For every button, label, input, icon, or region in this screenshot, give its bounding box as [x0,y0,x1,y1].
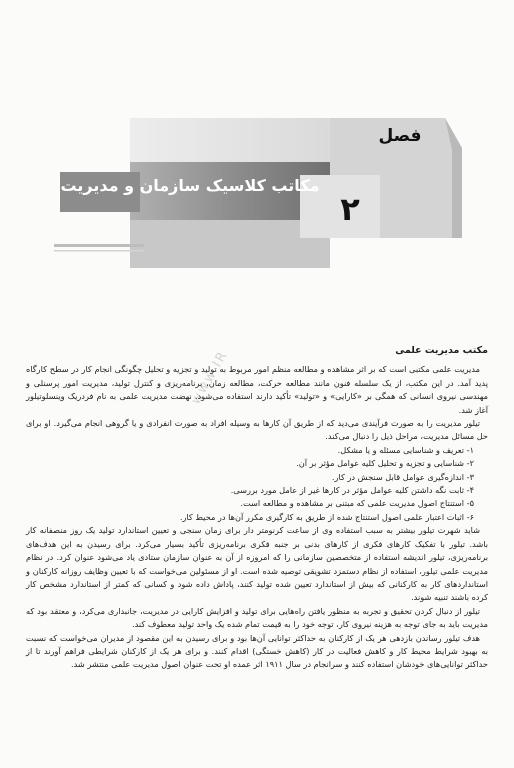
steps-list [26,444,488,524]
section-heading: مکتب مدیریت علمی [395,345,488,356]
paragraph: هدف تیلور رساندن بازدهی هر یک از کارکنان به حداکثر توانایی آن‌ها بود و برای رسیدن به این مقصود از مدیران می‌خواست که نسبت به بهبود شرایط محیط کار و کاهش فعالیت در کار (کاهش خستگی) اقدام کنند. و برای هر یک از کارکنان شرایطی فراهم آورند تا از حداکثر توانایی‌های خودشان استفاده کنند و سرانجام در سال ۱۹۱۱ اثر عمده او تحت عنوان اصول مدیریت علمی منتشر شد. [26,632,488,670]
paragraph: تیلور از دنبال کردن تحقیق و تجربه به منظور یافتن راه‌هایی برای تولید و افزایش کارایی در مدیریت، جانبداری می‌کرد، و معتقد بود که مدیریت باید به جای توجه به هزینه نیروی کار، توجه خود را به قیمت تمام شده یک واحد تولید معطوف کند. [26,605,488,630]
paragraph: شاید شهرت تیلور بیشتر به سبب استفاده وی از ساعت کرنومتر دار برای زمان سنجی و تعیین استاندارد تولید یک روز منصفانه کار باشد. تیلور با تفکیک کارهای فکری از کارهای بدنی بر جنبه فکری برنامه‌ریزی تأکید بسیار می‌کرد. برای رسیدن به این هدف‌های برنامه‌ریزی، تیلور اندیشه استفاده از متخصصین سازمانی را که امروزه از آن به عنوان سازمان ستادی یاد می‌شود عنوان کرد. در نظام مدیریت علمی تیلور، استفاده از نظام دستمزد تشویقی توصیه شده است. او از مسئولین می‌خواست که با تعیین وظایف روزانه کارکنان و استانداردهای کار به کارکنانی که بیش از استاندارد تعیین شده تولید کنند، پاداش داده شود و کسانی که کمتر از استاندارد مشخص کار کرده باشند تنبیه شوند. [26,525,488,603]
chapter-number: ۲ [340,190,360,228]
list-item: ۴- ثابت نگه داشتن کلیه عوامل مؤثر در کارها غیر از عامل مورد بررسی. [230,485,474,496]
list-item: ۲- شناسایی و تجزیه و تحلیل کلیه عوامل مؤثر بر آن. [296,458,474,469]
paragraph: مدیریت علمی مکتبی است که بر اثر مشاهده و مطالعه منظم امور مربوط به تولید و تجزیه و تحلیل چگونگی انجام کار در سطح کارگاه پدید آمد. در این مکتب، از یک سلسله فنون مانند مطالعه حرکت، مطالعه زمان، برنامه‌ریزی و کنترل تولید، مدیریت امور پرسنلی و مهندسی نیروی انسانی که همگی بر «کارایی» و «تولید» تأکید دارند استفاده می‌شود. نهضت مدیریت علمی به نام فردریک وینسلوتیلور آغاز شد. [26,364,488,415]
watermark: www.IR [188,347,232,408]
list-item: ۶- اثبات اعتبار علمی اصول استنتاج شده از طریق به کارگیری مکرر آن‌ها در محیط کار. [179,511,474,522]
chapter-label: فصل [378,126,422,146]
body-text [26,344,488,672]
list-item: ۱- تعریف و شناسایی مسئله و یا مشکل. [337,444,474,455]
list-item: ۳- اندازه‌گیری عوامل قابل سنجش در کار. [331,471,474,482]
chapter-title: مکاتب کلاسیک سازمان و مدیریت [60,176,320,195]
list-item: ۵- استنتاج اصول مدیریت علمی که مبتنی بر مشاهده و مطالعه است. [240,498,474,509]
paragraph: تیلور مدیریت را به صورت فرآیندی می‌دید که از طریق آن کارها به وسیله افراد به صورت انفرادی و یا گروهی انجام می‌گیرد. او برای حل مسائل مدیریت، مراحل ذیل را دنبال می‌کند. [26,418,488,442]
